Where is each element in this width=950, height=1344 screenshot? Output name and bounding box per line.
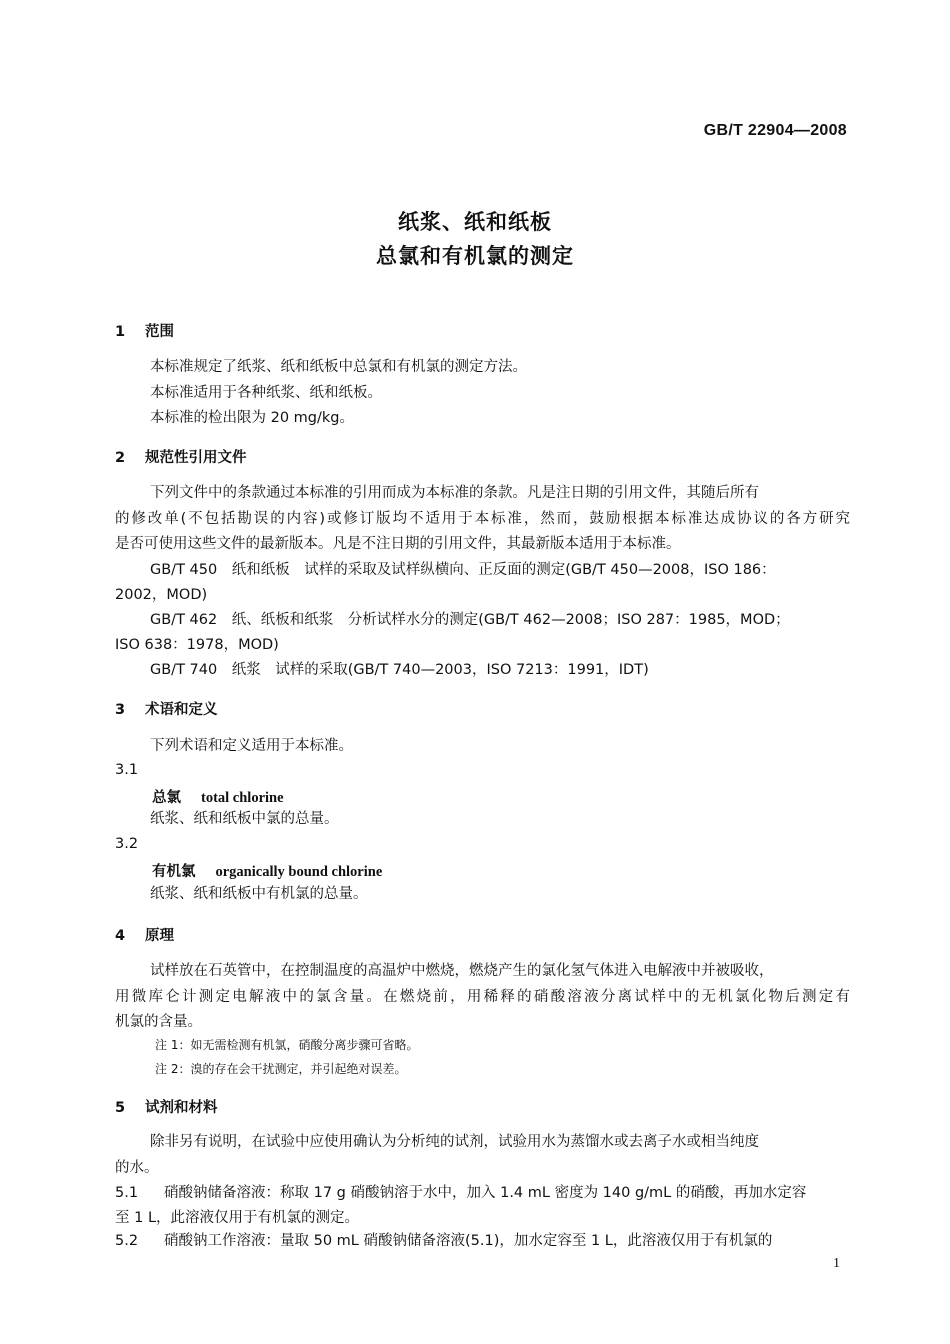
term-en: total chlorine bbox=[201, 790, 284, 806]
reference-gb-t-450: GB/T 450 纸和纸板 试样的采取及试样纵横向、正反面的测定(GB/T 450—2008，ISO 186： bbox=[150, 562, 776, 578]
term-number: 3.1 bbox=[115, 762, 139, 778]
section-number: 2 bbox=[115, 450, 126, 466]
section-4-heading bbox=[115, 924, 174, 945]
section-number: 4 bbox=[115, 928, 126, 944]
paragraph: 本标准适用于各种纸浆、纸和纸板。 bbox=[150, 385, 382, 401]
section-2-heading bbox=[115, 446, 247, 467]
section-title: 试剂和材料 bbox=[145, 1100, 218, 1116]
section-1-heading bbox=[115, 320, 174, 341]
paragraph: 下列术语和定义适用于本标准。 bbox=[150, 738, 353, 754]
section-3-heading bbox=[115, 698, 218, 719]
note-2: 注 2：溴的存在会干扰测定，并引起绝对误差。 bbox=[155, 1062, 407, 1076]
item-number: 5.1 bbox=[115, 1185, 139, 1201]
term-zh: 有机氯 bbox=[152, 864, 196, 880]
paragraph-line: 的修改单(不包括勘误的内容)或修订版均不适用于本标准，然而，鼓励根据本标准达成协议的各方研究 bbox=[115, 511, 850, 527]
standard-number: GB/T 22904—2008 bbox=[703, 122, 847, 139]
section-number: 5 bbox=[115, 1100, 126, 1116]
paragraph-line: 机氯的含量。 bbox=[115, 1014, 202, 1030]
section-title: 术语和定义 bbox=[145, 702, 218, 718]
paragraph-line: 试样放在石英管中，在控制温度的高温炉中燃烧，燃烧产生的氯化氢气体进入电解液中并被吸收， bbox=[150, 963, 774, 979]
paragraph: 本标准规定了纸浆、纸和纸板中总氯和有机氯的测定方法。 bbox=[150, 359, 527, 375]
term-zh: 总氯 bbox=[152, 790, 181, 806]
item-number: 5.2 bbox=[115, 1233, 139, 1249]
reference-gb-t-740: GB/T 740 纸浆 试样的采取(GB/T 740—2003，ISO 7213：1991，IDT) bbox=[150, 662, 649, 678]
section-number: 1 bbox=[115, 324, 126, 340]
term-total-chlorine bbox=[152, 786, 284, 807]
page-number: 1 bbox=[833, 1256, 840, 1271]
term-number: 3.2 bbox=[115, 836, 139, 852]
section-number: 3 bbox=[115, 702, 126, 718]
paragraph-line: 的水。 bbox=[115, 1160, 159, 1176]
item-5-2-line: 硝酸钠工作溶液：量取 50 mL 硝酸钠储备溶液(5.1)，加水定容至 1 L，此溶液仅用于有机氯的 bbox=[164, 1233, 773, 1249]
reference-gb-t-462: GB/T 462 纸、纸板和纸浆 分析试样水分的测定(GB/T 462—2008；ISO 287：1985，MOD； bbox=[150, 612, 790, 628]
paragraph-line: 是否可使用这些文件的最新版本。凡是不注日期的引用文件，其最新版本适用于本标准。 bbox=[115, 536, 681, 552]
section-title: 范围 bbox=[145, 324, 174, 340]
term-definition: 纸浆、纸和纸板中氯的总量。 bbox=[150, 811, 339, 827]
title-line-1: 纸浆、纸和纸板 bbox=[398, 210, 552, 234]
note-1: 注 1：如无需检测有机氯，硝酸分离步骤可省略。 bbox=[155, 1038, 419, 1052]
term-organically-bound-chlorine bbox=[152, 860, 382, 881]
item-5-1-line: 至 1 L，此溶液仅用于有机氯的测定。 bbox=[115, 1210, 360, 1226]
paragraph-line: 下列文件中的条款通过本标准的引用而成为本标准的条款。凡是注日期的引用文件，其随后所有 bbox=[150, 485, 759, 501]
reference-gb-t-450-cont: 2002，MOD) bbox=[115, 587, 208, 603]
term-definition: 纸浆、纸和纸板中有机氯的总量。 bbox=[150, 886, 368, 902]
paragraph-line: 用微库仑计测定电解液中的氯含量。在燃烧前，用稀释的硝酸溶液分离试样中的无机氯化物后测定有 bbox=[115, 989, 850, 1005]
paragraph: 本标准的检出限为 20 mg/kg。 bbox=[150, 410, 354, 426]
section-5-heading bbox=[115, 1096, 218, 1117]
section-title: 原理 bbox=[145, 928, 174, 944]
reference-gb-t-462-cont: ISO 638：1978，MOD) bbox=[115, 637, 279, 653]
term-en: organically bound chlorine bbox=[215, 864, 383, 880]
paragraph-line: 除非另有说明，在试验中应使用确认为分析纯的试剂，试验用水为蒸馏水或去离子水或相当纯度 bbox=[150, 1134, 759, 1150]
item-5-1-line: 硝酸钠储备溶液：称取 17 g 硝酸钠溶于水中，加入 1.4 mL 密度为 140 g/mL 的硝酸，再加水定容 bbox=[164, 1185, 807, 1201]
section-title: 规范性引用文件 bbox=[145, 450, 247, 466]
title-line-2: 总氯和有机氯的测定 bbox=[376, 244, 574, 268]
